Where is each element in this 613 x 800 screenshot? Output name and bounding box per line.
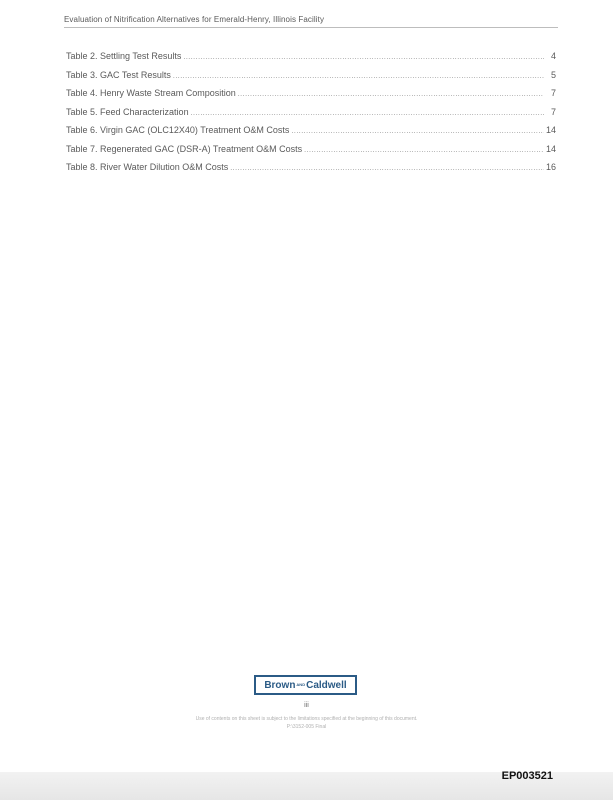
toc-entry-table-3[interactable]: [66, 70, 556, 89]
footer-disclaimer-line: Use of contents on this sheet is subject to the limitations specified at the beginning of this document.: [195, 716, 418, 722]
toc-entry-label: Table 3. GAC Test Results: [66, 69, 171, 80]
toc-entry-page: 7: [550, 88, 556, 98]
list-of-tables: [66, 51, 556, 181]
toc-entry-table-4[interactable]: [66, 88, 556, 107]
footer-file-reference: P:\3152-005 Final: [286, 724, 327, 730]
toc-entry-label: Table 7. Regenerated GAC (DSR-A) Treatment O&M Costs: [66, 143, 303, 154]
toc-entry-label: Table 8. River Water Dilution O&M Costs: [66, 162, 229, 172]
toc-entry-table-6[interactable]: [66, 125, 556, 144]
toc-entry-table-7[interactable]: [66, 144, 556, 163]
toc-entry-label: Table 6. Virgin GAC (OLC12X40) Treatment O&M Costs: [66, 125, 290, 135]
dot-leader: [304, 147, 544, 154]
toc-entry-page: 14: [545, 125, 556, 135]
toc-entry-page: 14: [545, 143, 556, 154]
brown-and-caldwell-logo: [254, 675, 357, 695]
logo-word-caldwell: Caldwell: [306, 679, 347, 691]
toc-entry-page: 5: [550, 69, 556, 80]
toc-entry-page: 16: [545, 162, 556, 172]
toc-entry-page: 7: [550, 106, 556, 117]
toc-entry-table-8[interactable]: [66, 162, 556, 181]
dot-leader: [173, 73, 544, 80]
footer-disclaimer: [0, 715, 613, 731]
toc-entry-page: 4: [550, 51, 556, 61]
dot-leader: [191, 110, 544, 117]
dot-leader: [183, 54, 544, 61]
running-header-title: Evaluation of Nitrification Alternatives for Emerald-Henry, Illinois Facility: [64, 15, 325, 24]
header-rule: [64, 27, 558, 28]
page-number: iii: [304, 702, 309, 709]
toc-entry-label: Table 2. Settling Test Results: [66, 51, 182, 61]
logo-word-brown: Brown: [264, 679, 296, 691]
dot-leader: [238, 91, 544, 98]
logo-word-and: AND: [296, 682, 306, 688]
toc-entry-label: Table 5. Feed Characterization: [66, 106, 189, 117]
toc-entry-table-5[interactable]: [66, 107, 556, 126]
bates-number: EP003521: [501, 770, 553, 782]
dot-leader: [230, 165, 544, 172]
dot-leader: [291, 128, 544, 135]
toc-entry-label: Table 4. Henry Waste Stream Composition: [66, 88, 236, 98]
toc-entry-table-2[interactable]: [66, 51, 556, 70]
